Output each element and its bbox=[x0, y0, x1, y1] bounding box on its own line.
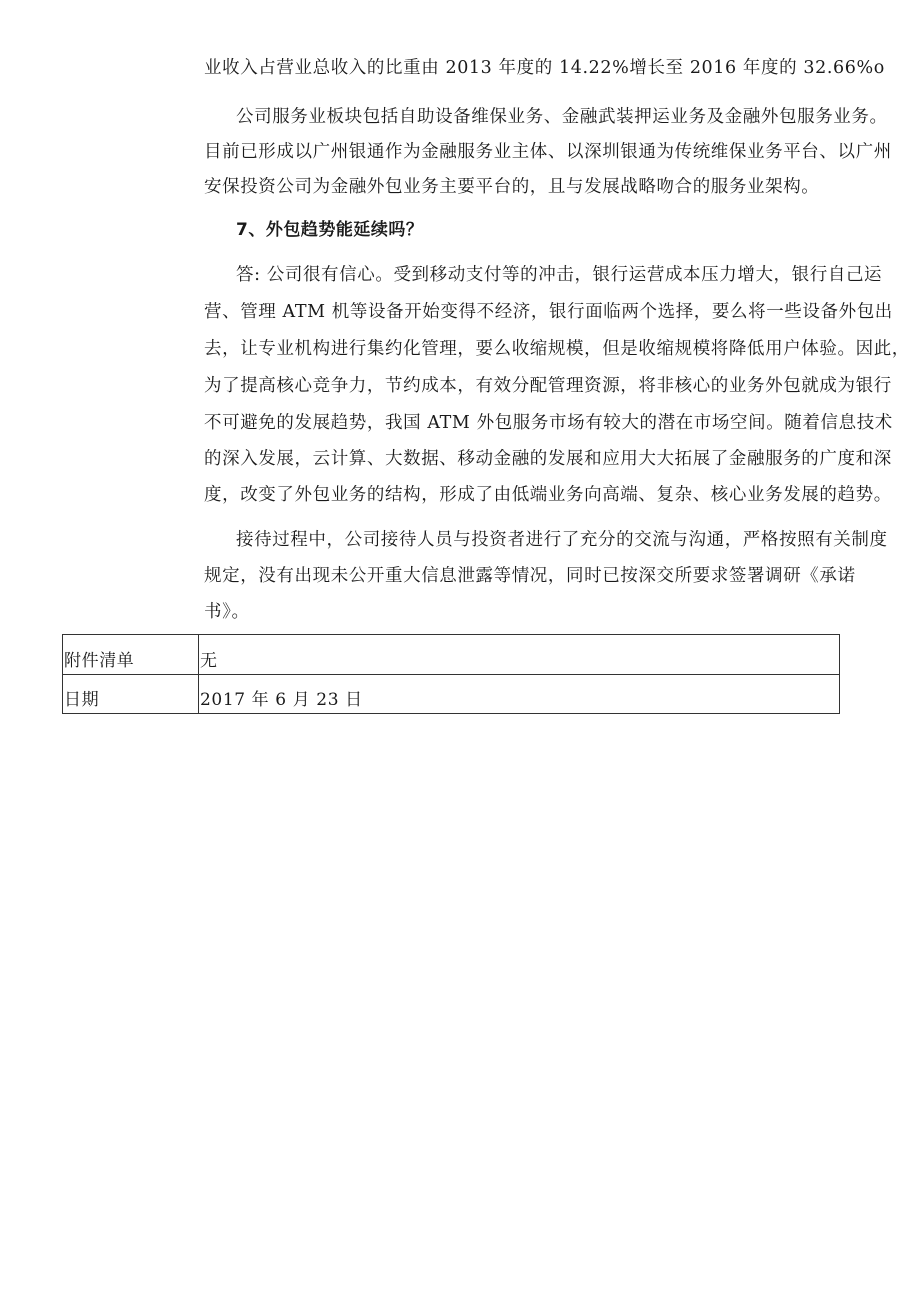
closing-line-2: 规定，没有出现未公开重大信息泄露等情况，同时已按深交所要求签署调研《承诺 bbox=[204, 566, 856, 586]
attachments-value: 无 bbox=[199, 635, 840, 675]
closing-line-1: 接待过程中，公司接待人员与投资者进行了充分的交流与沟通，严格按照有关制度 bbox=[236, 530, 888, 550]
paragraph-2-line-3: 安保投资公司为金融外包业务主要平台的，且与发展战略吻合的服务业架构。 bbox=[204, 177, 820, 197]
info-table bbox=[62, 634, 840, 714]
paragraph-2-line-1: 公司服务业板块包括自助设备维保业务、金融武装押运业务及金融外包服务业务。 bbox=[236, 107, 888, 127]
answer-7-line-7: 度，改变了外包业务的结构，形成了由低端业务向高端、复杂、核心业务发展的趋势。 bbox=[204, 485, 892, 505]
answer-7-line-4: 为了提高核心竞争力，节约成本，有效分配管理资源，将非核心的业务外包就成为银行 bbox=[204, 376, 892, 396]
date-label: 日期 bbox=[63, 675, 199, 714]
answer-7-line-1: 答: 公司很有信心。受到移动支付等的冲击，银行运营成本压力增大，银行自己运 bbox=[236, 265, 883, 285]
answer-7-line-3: 去，让专业机构进行集约化管理，要么收缩规模，但是收缩规模将降低用户体验。因此， bbox=[204, 339, 910, 359]
closing-line-3: 书》。 bbox=[204, 602, 250, 622]
table-row-date bbox=[63, 675, 840, 714]
answer-7-line-5: 不可避免的发展趋势，我国 ATM 外包服务市场有较大的潜在市场空间。随着信息技术 bbox=[204, 413, 893, 433]
attachments-label: 附件清单 bbox=[63, 635, 199, 675]
answer-7-line-6: 的深入发展，云计算、大数据、移动金融的发展和应用大大拓展了金融服务的广度和深 bbox=[204, 449, 892, 469]
paragraph-2-line-2: 目前已形成以广州银通作为金融服务业主体、以深圳银通为传统维保业务平台、以广州 bbox=[204, 142, 892, 162]
answer-7-line-2: 营、管理 ATM 机等设备开始变得不经济，银行面临两个选择，要么将一些设备外包出 bbox=[204, 302, 893, 322]
paragraph-1-line-1: 业收入占营业总收入的比重由 2013 年度的 14.22%增长至 2016 年度的 32.66%o bbox=[204, 58, 885, 78]
date-value: 2017 年 6 月 23 日 bbox=[199, 675, 840, 714]
table-row-attachments bbox=[63, 635, 840, 675]
question-7-heading: 7、外包趋势能延续吗？ bbox=[236, 220, 424, 240]
